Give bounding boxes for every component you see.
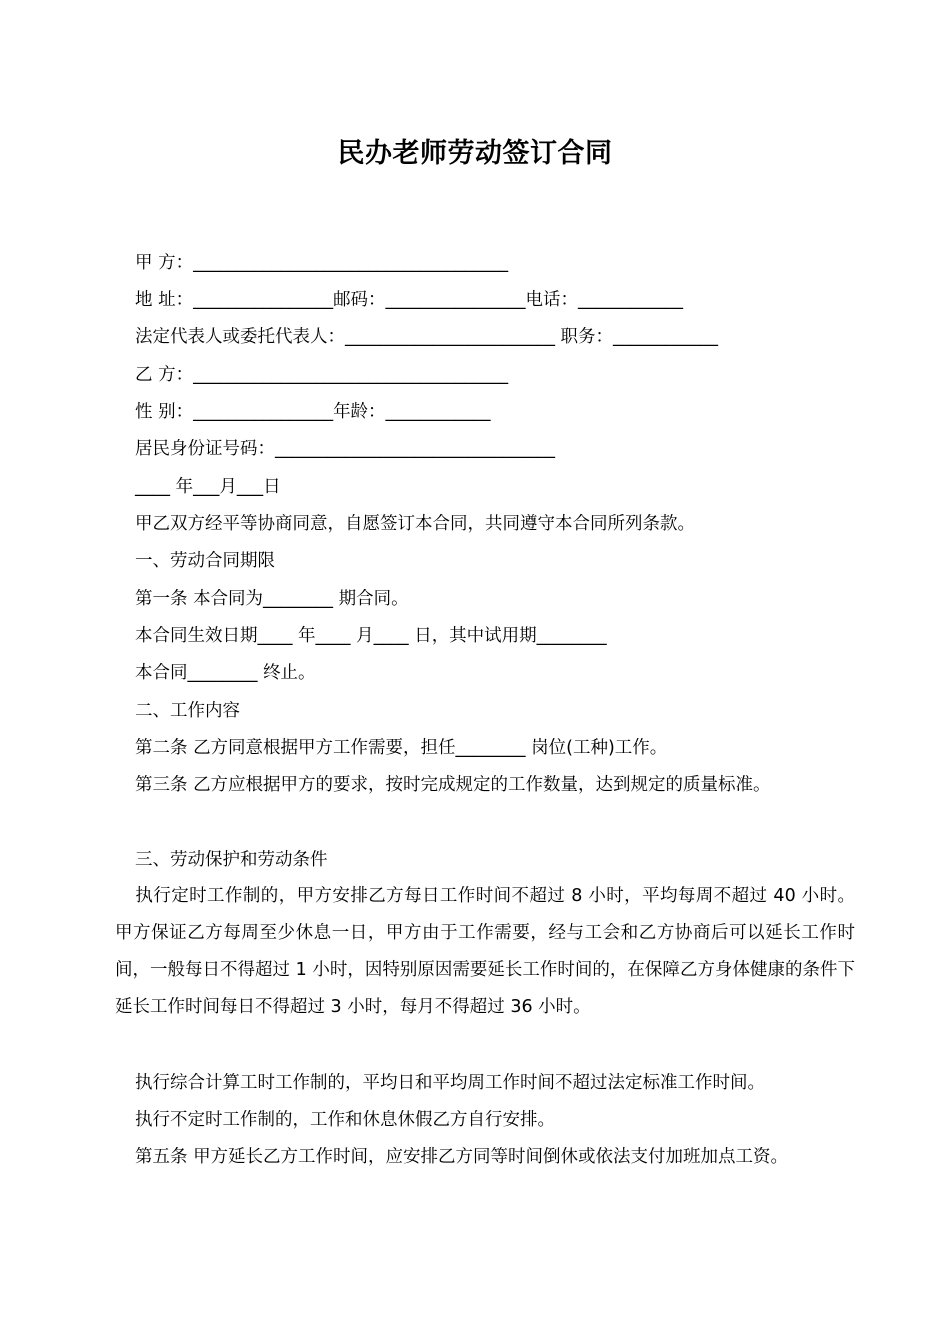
flexible-hours-line: 执行不定时工作制的，工作和休息休假乙方自行安排。 xyxy=(135,1110,555,1130)
section-2-heading: 二、工作内容 xyxy=(135,701,240,721)
article-1-line: 第一条 本合同为________ 期合同。 xyxy=(135,589,409,609)
party-a-line: 甲 方：____________________________________ xyxy=(135,253,509,273)
representative-line: 法定代表人或委托代表人：________________________ 职务：____________ xyxy=(135,327,719,347)
section-1-heading: 一、劳动合同期限 xyxy=(135,551,275,571)
gender-age-line: 性 别：________________年龄：____________ xyxy=(135,402,491,422)
article-5-line: 第五条 甲方延长乙方工作时间，应安排乙方同等时间倒休或依法支付加班加点工资。 xyxy=(135,1147,789,1167)
working-hours-text: 执行定时工作制的，甲方安排乙方每日工作时间不超过 8 小时，平均每周不超过 40 小时。甲方保证乙方每周至少休息一日，甲方由于工作需要，经与工会和乙方协商后可以延长工作时间，一般每日不得超过 1 小时，因特别原因需要延长工作时间的，在保障乙方身体健康的条件下延长工作时间每日不得超过 3 小时，每月不得超过 36 小时。 xyxy=(115,886,855,1017)
intro-line: 甲乙双方经平等协商同意，自愿签订本合同，共同遵守本合同所列条款。 xyxy=(135,514,695,534)
effective-date-line: 本合同生效日期____ 年____ 月____ 日，其中试用期________ xyxy=(135,626,607,646)
party-b-line: 乙 方：____________________________________ xyxy=(135,365,509,385)
id-number-line: 居民身份证号码：________________________________ xyxy=(135,439,555,459)
date-line: ____ 年___月___日 xyxy=(135,477,281,497)
document-title: 民办老师劳动签订合同 xyxy=(337,138,613,169)
article-3-line: 第三条 乙方应根据甲方的要求，按时完成规定的工作数量，达到规定的质量标准。 xyxy=(135,775,771,795)
section-3-heading: 三、劳动保护和劳动条件 xyxy=(135,850,328,870)
address-line: 地 址：________________邮码：________________电话：____________ xyxy=(135,290,684,310)
working-hours-paragraph xyxy=(115,878,855,1026)
comprehensive-hours-line: 执行综合计算工时工作制的，平均日和平均周工作时间不超过法定标准工作时间。 xyxy=(135,1073,765,1093)
termination-line: 本合同________ 终止。 xyxy=(135,663,316,683)
article-2-line: 第二条 乙方同意根据甲方工作需要，担任________ 岗位(工种)工作。 xyxy=(135,738,668,758)
